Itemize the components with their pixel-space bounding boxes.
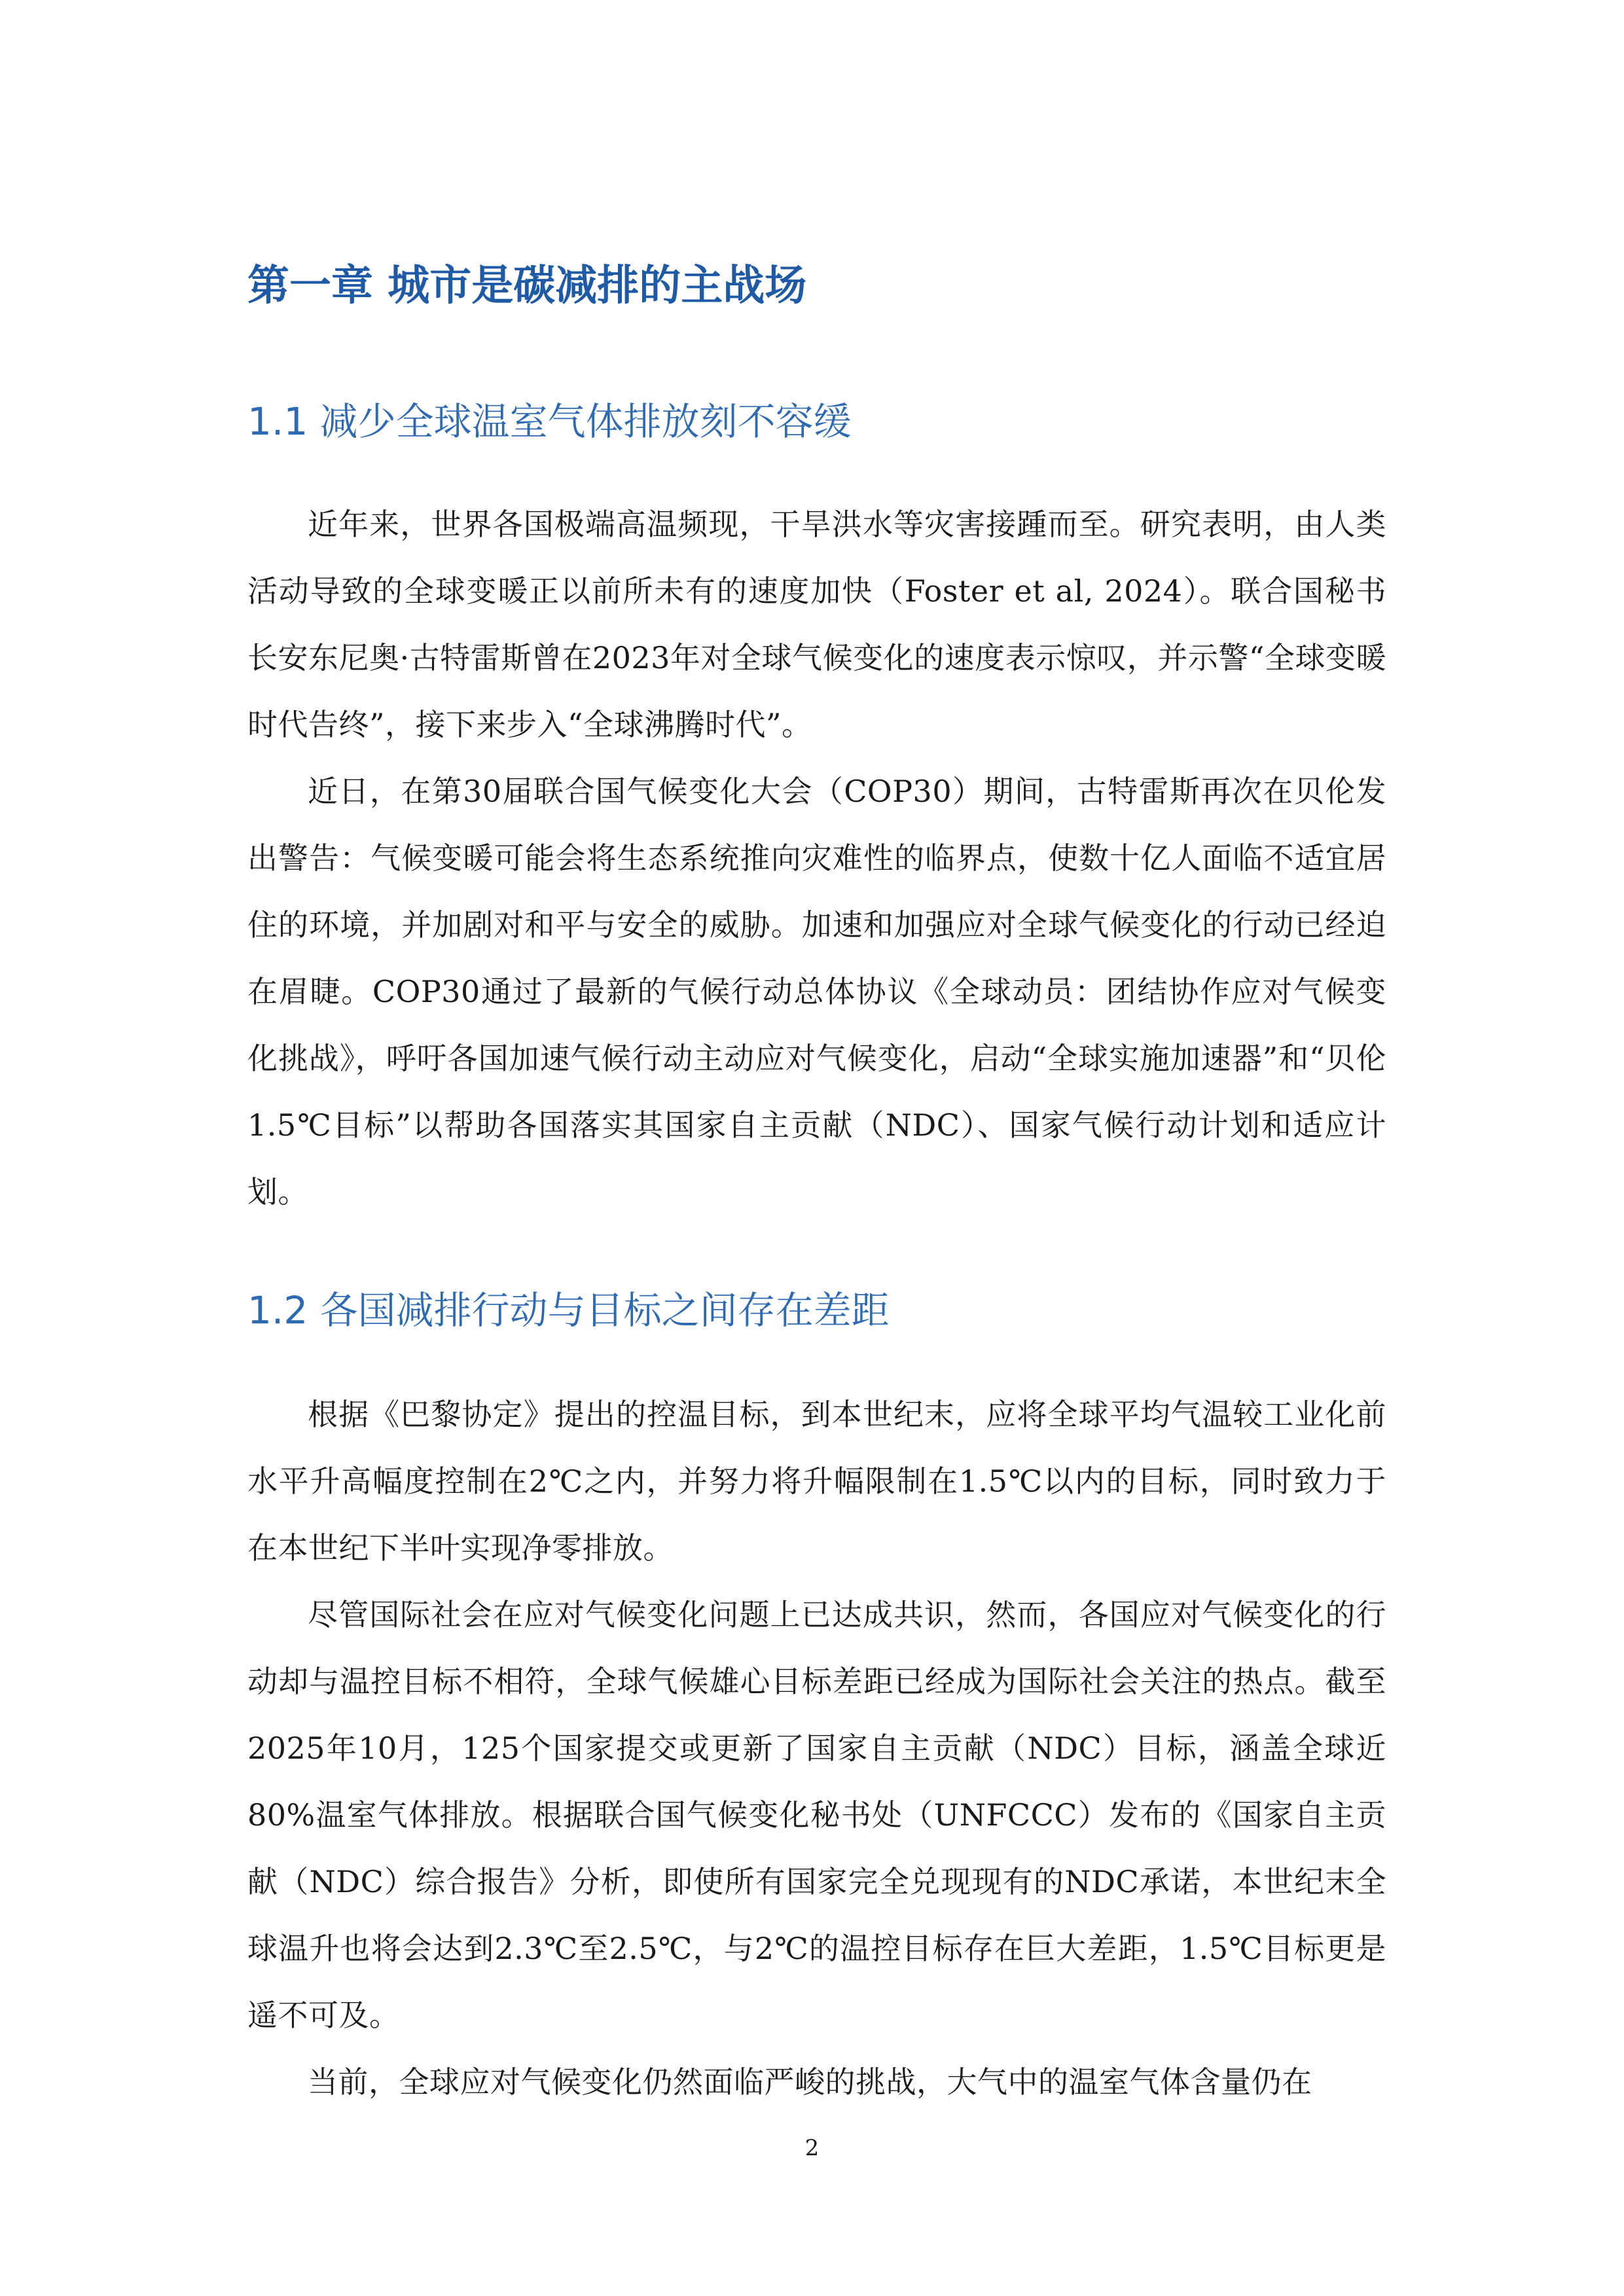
section-body-1-1 <box>247 491 1386 1225</box>
section-heading-1-2: 1.2 各国减排行动与目标之间存在差距 <box>247 1288 890 1333</box>
chapter-title: 第一章 城市是碳减排的主战场 <box>247 262 807 310</box>
paragraph: 近年来，世界各国极端高温频现，干旱洪水等灾害接踵而至。研究表明，由人类活动导致的全球变暖正以前所未有的速度加快（Foster et al, 2024）。联合国秘书长安东尼奥·古特雷斯曾在2023年对全球气候变化的速度表示惊叹，并示警“全球变暖时代告终”，接下来步入“全球沸腾时代”。 <box>247 507 1386 742</box>
paragraph: 尽管国际社会在应对气候变化问题上已达成共识，然而，各国应对气候变化的行动却与温控目标不相符，全球气候雄心目标差距已经成为国际社会关注的热点。截至2025年10月，125个国家提交或更新了国家自主贡献（NDC）目标，涵盖全球近80%温室气体排放。根据联合国气候变化秘书处（UNFCCC）发布的《国家自主贡献（NDC）综合报告》分析，即使所有国家完全兑现现有的NDC承诺，本世纪末全球温升也将会达到2.3℃至2.5℃，与2℃的温控目标存在巨大差距，1.5℃目标更是遥不可及。 <box>247 1597 1386 2033</box>
paragraph: 近日，在第30届联合国气候变化大会（COP30）期间，古特雷斯再次在贝伦发出警告：气候变暖可能会将生态系统推向灾难性的临界点，使数十亿人面临不适宜居住的环境，并加剧对和平与安全的威胁。加速和加强应对全球气候变化的行动已经迫在眉睫。COP30通过了最新的气候行动总体协议《全球动员：团结协作应对气候变化挑战》，呼吁各国加速气候行动主动应对气候变化，启动“全球实施加速器”和“贝伦1.5℃目标”以帮助各国落实其国家自主贡献（NDC）、国家气候行动计划和适应计划。 <box>247 774 1386 1210</box>
paragraph: 当前，全球应对气候变化仍然面临严峻的挑战，大气中的温室气体含量仍在 <box>308 2064 1312 2100</box>
paragraph: 根据《巴黎协定》提出的控温目标，到本世纪末，应将全球平均气温较工业化前水平升高幅度控制在2℃之内，并努力将升幅限制在1.5℃以内的目标，同时致力于在本世纪下半叶实现净零排放。 <box>247 1397 1386 1566</box>
section-body-1-2 <box>247 1381 1386 2115</box>
section-heading-1-1: 1.1 减少全球温室气体排放刻不容缓 <box>247 399 852 444</box>
page-number: 2 <box>804 2135 820 2161</box>
